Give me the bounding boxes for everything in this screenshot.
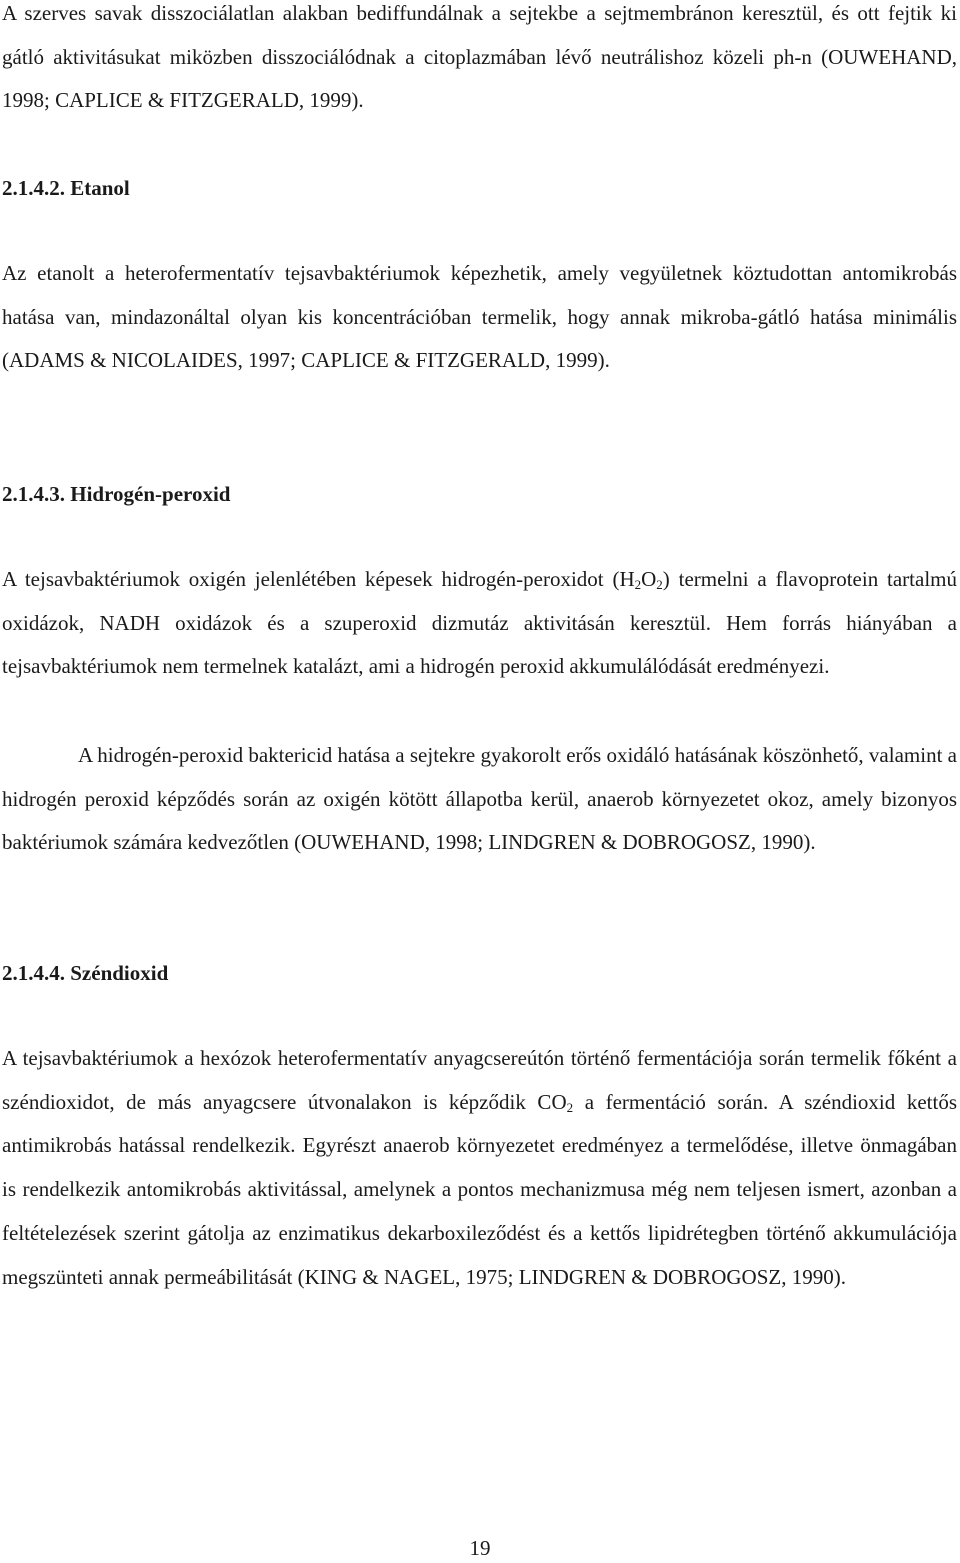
paragraph-hydrogen-peroxide-2: A hidrogén-peroxid baktericid hatása a sejtekre gyakorolt erős oxidáló hatásának köszönhető, valamint a hidrogén peroxid képződés során az oxigén kötött állapotba kerül, anaerob környezetet okoz, amely bizonyos baktériumok számára kedvezőtlen (OUWEHAND, 1998; LINDGREN & DOBROGOSZ, 1990). xyxy=(2,743,957,855)
h2o2-text-after: ) termelni a flavoprotein tartalmú oxidázok, NADH oxidázok és a szuperoxid dizmutáz aktivitásán keresztül. Hem forrás hiányában a tejsavbaktériumok nem termelnek katalázt, ami a hidrogén peroxid akkumulálódását eredményezi. xyxy=(2,567,957,679)
h2o2-subscript-1: 2 xyxy=(634,577,642,592)
h2o2-subscript-2: 2 xyxy=(656,577,663,592)
heading-hydrogen-peroxide: 2.1.4.3. Hidrogén-peroxid xyxy=(2,482,231,506)
paragraph-hydrogen-peroxide-1 xyxy=(2,558,957,689)
co2-subscript: 2 xyxy=(566,1099,574,1115)
co2-text-before: A tejsavbaktériumok a hexózok heterofermentatív anyagcsereútón történő fermentációja során termelik főként a széndioxidot, de más anyagcsere útvonalakon is képződik CO xyxy=(2,1046,957,1114)
heading-co2: 2.1.4.4. Széndioxid xyxy=(2,961,169,985)
page-number: 19 xyxy=(469,1536,491,1560)
intro-paragraph: A szerves savak disszociálatlan alakban bediffundálnak a sejtekbe a sejtmembránon keresztül, és ott fejtik ki gátló aktivitásukat miközben disszociálódnak a citoplazmában lévő neutrálishoz közeli ph-n (OUWEHAND, 1998; CAPLICE & FITZGERALD, 1999). xyxy=(2,1,957,113)
heading-etanol: 2.1.4.2. Etanol xyxy=(2,176,130,200)
paragraph-co2 xyxy=(2,1037,957,1299)
co2-text-after: a fermentáció során. A széndioxid kettős antimikrobás hatással rendelkezik. Egyrészt anaerob környezetet eredményez a termelődése, illetve önmagában is rendelkezik antomikrobás aktivitással, amelynek a pontos mechanizmusa még nem teljesen ismert, azonban a feltételezések szerint gátolja az enzimatikus dekarboxileződést és a kettős lipidrétegben történő akkumulációja megszünteti annak permeábilitását (KING & NAGEL, 1975; LINDGREN & DOBROGOSZ, 1990). xyxy=(2,1089,957,1289)
paragraph-etanol: Az etanolt a heterofermentatív tejsavbaktériumok képezhetik, amely vegyületnek köztudottan antomikrobás hatása van, mindazonáltal olyan kis koncentrációban termelik, hogy annak mikroba-gátló hatása minimális (ADAMS & NICOLAIDES, 1997; CAPLICE & FITZGERALD, 1999). xyxy=(2,261,957,373)
h2o2-text-mid: O xyxy=(641,567,657,591)
h2o2-text-before: A tejsavbaktériumok oxigén jelenlétében képesek hidrogén-peroxidot (H xyxy=(2,567,635,591)
